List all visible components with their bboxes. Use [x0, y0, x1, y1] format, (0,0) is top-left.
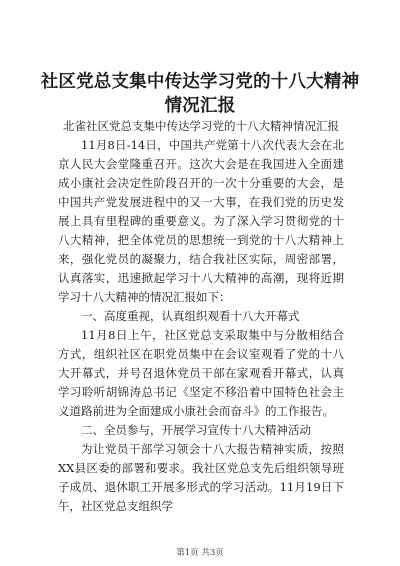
document-body — [58, 117, 344, 516]
document-title: 社区党总支集中传达学习党的十八大精神情况汇报 — [40, 72, 360, 116]
page-number: 第1页 共3页 — [176, 548, 224, 558]
section-paragraph-2: 为让党员干部学习领会十八大报告精神实质，按照XX县区委的部署和要求。我社区党总支先后组织领导班子成员、退休职工开展多形式的学习活动。11月19日下午，社区党总支组织学 — [58, 442, 344, 513]
section-heading-2: 二、全员参与，开展学习宣传十八大精神活动 — [81, 423, 311, 437]
section-paragraph-1: 11月8日上午，社区党总支采取集中与分散相结合方式，组织社区在职党员集中在会议室观看了党的十八大开幕式，并号召退休党员干部在家观看开幕式，认真学习聆听胡锦涛总书记《坚定不移沿着中国特色社会主义道路前进为全面建成小康社会而奋斗》的工作报告。 — [58, 328, 344, 418]
document-subtitle: 北雀社区党总支集中传达学习党的十八大精神情况汇报 — [63, 119, 339, 133]
intro-paragraph: 11月8日-14日，中国共产党第十八次代表大会在北京人民大会堂隆重召开。这次大会是在我国进入全面建成小康社会决定性阶段召开的一次十分重要的大会，是中国共产党发展进程中的又一大事，在我们党的历史发展上具有里程碑的重要意义。为了深入学习贯彻党的十八大精神，把全体党员的思想统一到党的十八大精神上来，强化党员的凝聚力，结合我社区实际，周密部署，认真落实，迅速掀起学习十八大精神的高潮，现将近期学习十八大精神的情况汇报如下： — [58, 138, 344, 304]
section-heading-1: 一、高度重视，认真组织观看十八大开幕式 — [81, 309, 300, 323]
